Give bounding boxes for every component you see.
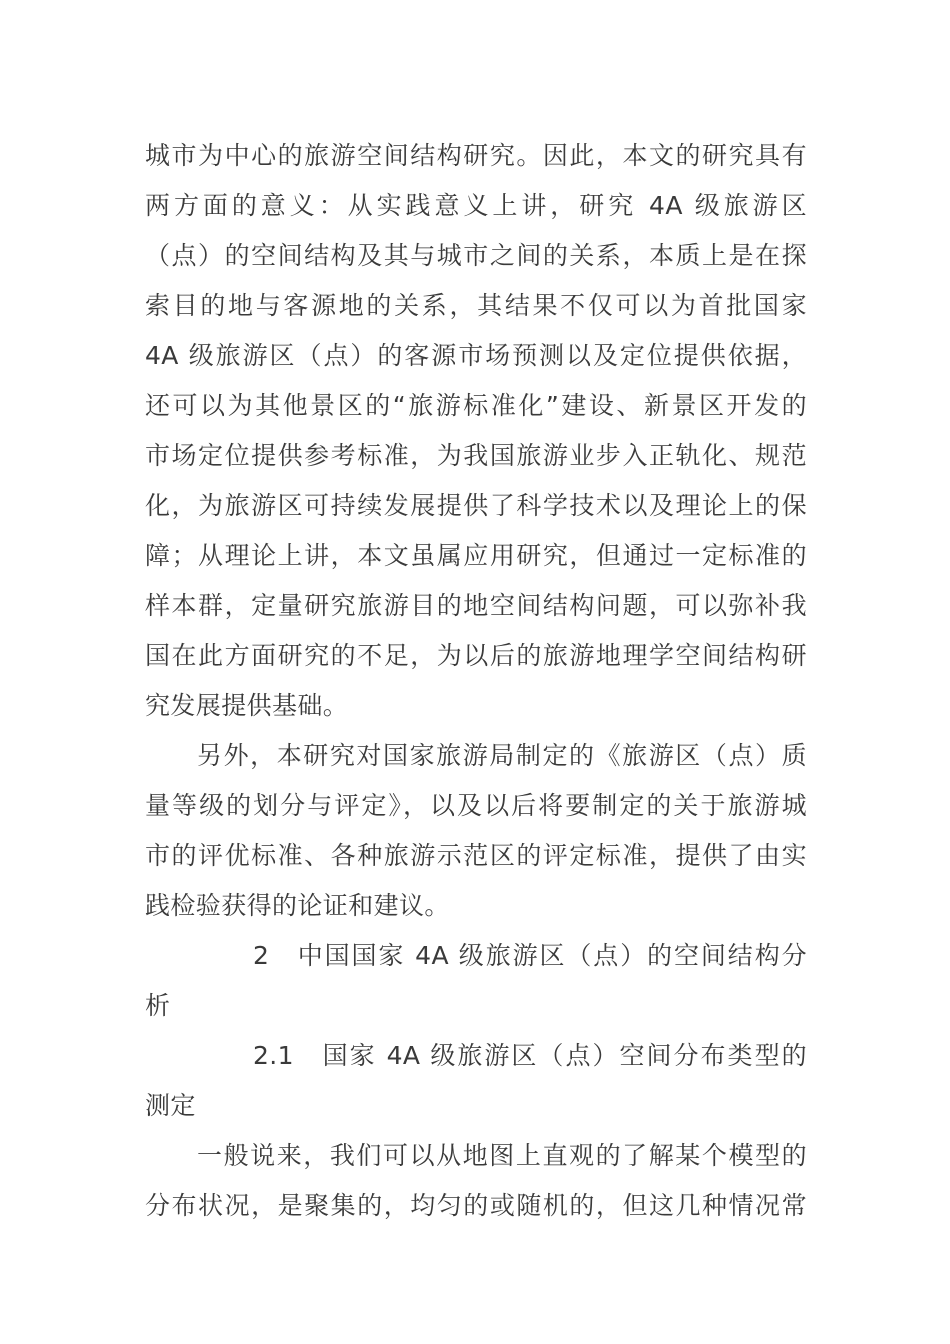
text-line: 两方面的意义：从实践意义上讲，研究 4A 级旅游区 [145,191,807,220]
text-line: 化，为旅游区可持续发展提供了科学技术以及理论上的保 [145,491,807,520]
text-line: 4A 级旅游区（点）的客源市场预测以及定位提供依据， [145,341,807,370]
section-heading-cont: 析 [145,991,171,1020]
text-line: 市场定位提供参考标准，为我国旅游业步入正轨化、规范 [145,441,807,470]
text-line: 量等级的划分与评定》，以及以后将要制定的关于旅游城 [145,791,807,820]
text-line: 索目的地与客源地的关系，其结果不仅可以为首批国家 [145,291,807,320]
text-line: （点）的空间结构及其与城市之间的关系，本质上是在探 [145,241,807,270]
text-line: 分布状况，是聚集的，均匀的或随机的，但这几种情况常 [145,1191,807,1220]
text-line: 样本群，定量研究旅游目的地空间结构问题，可以弥补我 [145,591,807,620]
text-line: 究发展提供基础。 [145,691,349,720]
section-heading: 2 中国国家 4A 级旅游区（点）的空间结构分 [253,941,807,970]
paragraph-first-line: 一般说来，我们可以从地图上直观的了解某个模型的 [197,1141,807,1170]
subsection-heading-cont: 测定 [145,1091,196,1120]
paragraph-first-line: 另外，本研究对国家旅游局制定的《旅游区（点）质 [197,741,807,770]
text-line: 市的评优标准、各种旅游示范区的评定标准，提供了由实 [145,841,807,870]
text-line: 还可以为其他景区的“旅游标准化”建设、新景区开发的 [145,391,807,420]
body-text [145,131,807,1231]
subsection-heading: 2.1 国家 4A 级旅游区（点）空间分布类型的 [253,1041,807,1070]
text-line: 城市为中心的旅游空间结构研究。因此，本文的研究具有 [145,141,807,170]
text-line: 国在此方面研究的不足，为以后的旅游地理学空间结构研 [145,641,807,670]
text-line: 障；从理论上讲，本文虽属应用研究，但通过一定标准的 [145,541,807,570]
text-line: 践检验获得的论证和建议。 [145,891,450,920]
